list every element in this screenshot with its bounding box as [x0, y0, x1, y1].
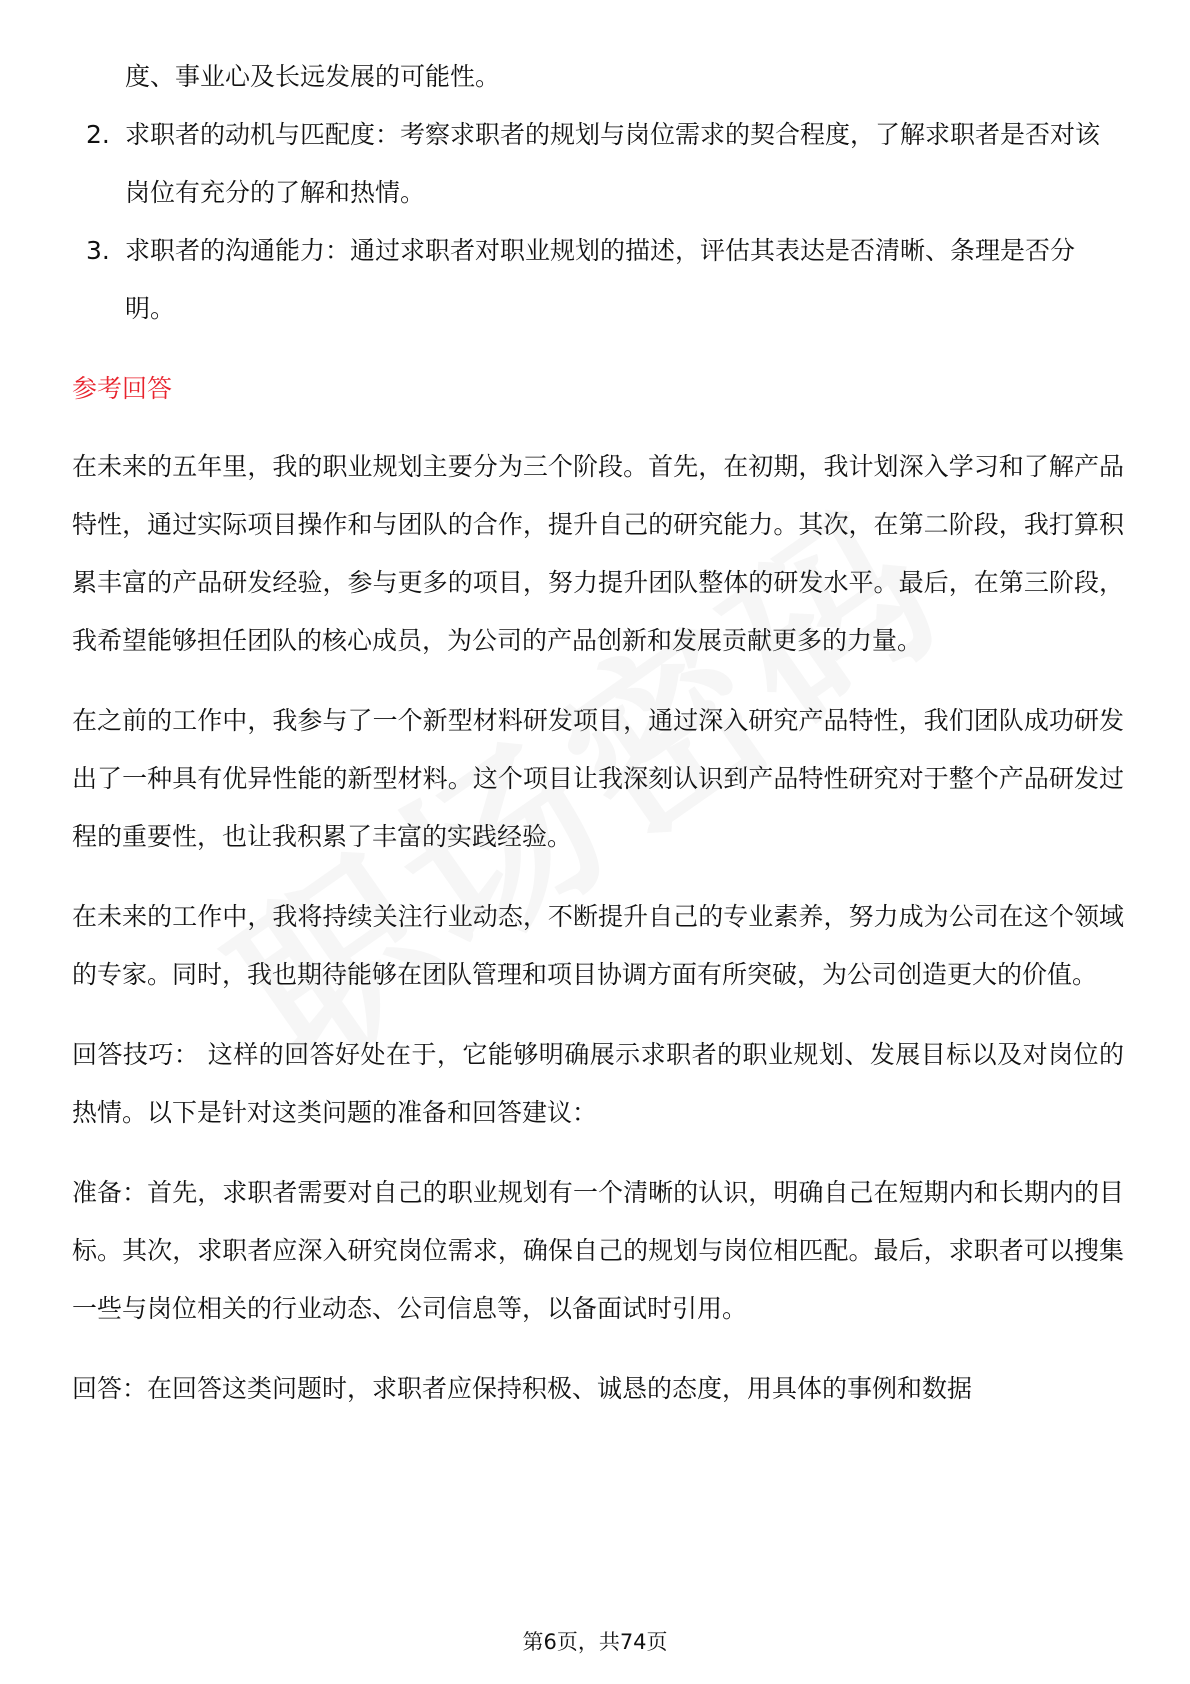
list-item-text: 求职者的沟通能力：通过求职者对职业规划的描述，评估其表达是否清晰、条理是否分明。 [125, 236, 1076, 323]
list-item [72, 222, 1124, 338]
list-number: 3. [86, 236, 110, 265]
paragraph: 准备：首先，求职者需要对自己的职业规划有一个清晰的认识，明确自己在短期内和长期内的目标。其次，求职者应深入研究岗位需求，确保自己的规划与岗位相匹配。最后，求职者可以搜集一些与岗位相关的行业动态、公司信息等，以备面试时引用。 [72, 1178, 1124, 1323]
paragraph: 回答技巧： 这样的回答好处在于，它能够明确展示求职者的职业规划、发展目标以及对岗位的热情。以下是针对这类问题的准备和回答建议： [72, 1040, 1124, 1127]
page-number: 第6页，共74页 [522, 1630, 668, 1654]
paragraph: 在未来的工作中，我将持续关注行业动态，不断提升自己的专业素养，努力成为公司在这个领域的专家。同时，我也期待能够在团队管理和项目协调方面有所突破，为公司创造更大的价值。 [72, 902, 1124, 989]
list-item [72, 106, 1124, 222]
list-number: 2. [86, 120, 110, 149]
section-heading: 参考回答 [72, 374, 173, 403]
paragraph: 回答：在回答这类问题时，求职者应保持积极、诚恳的态度，用具体的事例和数据 [72, 1374, 973, 1403]
paragraph: 在之前的工作中，我参与了一个新型材料研发项目，通过深入研究产品特性，我们团队成功研发出了一种具有优异性能的新型材料。这个项目让我深刻认识到产品特性研究对于整个产品研发过程的重要性，也让我积累了丰富的实践经验。 [72, 706, 1124, 851]
paragraph: 在未来的五年里，我的职业规划主要分为三个阶段。首先，在初期，我计划深入学习和了解产品特性，通过实际项目操作和与团队的合作，提升自己的研究能力。其次，在第二阶段，我打算积累丰富的产品研发经验，参与更多的项目，努力提升团队整体的研发水平。最后，在第三阶段，我希望能够担任团队的核心成员，为公司的产品创新和发展贡献更多的力量。 [72, 452, 1124, 655]
list-item-continuation: 度、事业心及长远发展的可能性。 [125, 62, 501, 91]
list-item-text: 求职者的动机与匹配度：考察求职者的规划与岗位需求的契合程度，了解求职者是否对该岗位有充分的了解和热情。 [125, 120, 1101, 207]
page-content [72, 48, 1124, 1418]
